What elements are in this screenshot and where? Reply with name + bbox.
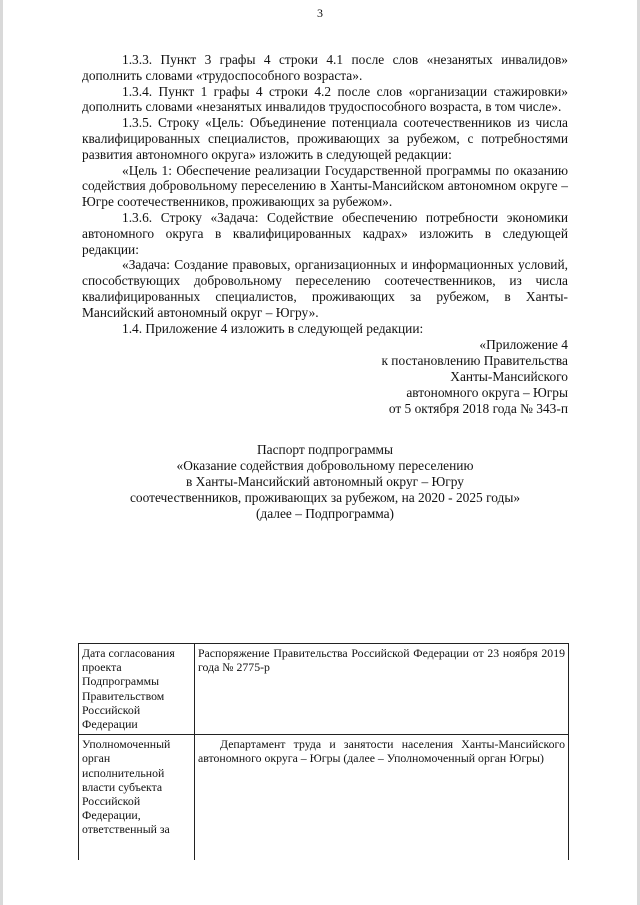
table-row: [79, 644, 569, 735]
table-row: [79, 735, 569, 861]
paragraph-goal-quote: «Цель 1: Обеспечение реализации Государственной программы по оказанию содействия добровольному переселению в Ханты-Мансийском автономном округе – Югре соотечественников, проживающих за рубежом».: [82, 162, 568, 210]
appendix-header: [82, 337, 568, 416]
paragraph-1-4: 1.4. Приложение 4 изложить в следующей редакции:: [122, 320, 424, 336]
paragraph-task-quote: «Задача: Создание правовых, организационных и информационных условий, способствующих добровольному переселению соотечественников, из числа квалифицированных специалистов, проживающих за рубежом, в Ханты-Мансийский автономный округ – Югру».: [82, 257, 568, 320]
table-cell-label: Дата согласования проекта Подпрограммы Правительством Российской Федерации: [79, 644, 195, 735]
title-line: «Оказание содействия добровольному переселению: [176, 458, 474, 474]
title-line: Паспорт подпрограммы: [256, 442, 394, 458]
appendix-line: от 5 октября 2018 года № 343-п: [388, 400, 568, 416]
page-number: 3: [317, 6, 323, 20]
title-line: (далее – Подпрограмма): [255, 505, 395, 521]
appendix-line: автономного округа – Югры: [406, 384, 568, 400]
title-line: в Ханты-Мансийский автономный округ – Югру: [185, 473, 464, 489]
passport-table: [78, 643, 569, 860]
table-cell-label: Уполномоченный орган исполнительной власти субъекта Российской Федерации, ответственный за: [79, 735, 195, 861]
document-body: [82, 52, 568, 521]
paragraph-1-3-3: 1.3.3. Пункт 3 графы 4 строки 4.1 после слов «незанятых инвалидов» дополнить словами «трудоспособного возраста».: [82, 52, 568, 83]
page-edge-left: [0, 0, 3, 905]
appendix-line: «Приложение 4: [479, 337, 568, 353]
table-cell-value: [195, 644, 569, 735]
appendix-line: Ханты-Мансийского: [450, 368, 568, 384]
table-cell-value: [195, 735, 569, 861]
title-line: соотечественников, проживающих за рубежом, на 2020 - 2025 годы»: [129, 489, 521, 505]
table-cell-text: Распоряжение Правительства Российской Федерации от 23 ноября 2019 года № 2775-р: [198, 646, 565, 675]
appendix-line: к постановлению Правительства: [381, 353, 568, 369]
paragraph-1-3-6: 1.3.6. Строку «Задача: Содействие обеспечению потребности экономики автономного округа в квалифицированных кадрах» изложить в следующей редакции:: [82, 209, 568, 257]
table-cell-text: Департамент труда и занятости населения Ханты-Мансийского автономного округа – Югры (далее – Уполномоченный орган Югры): [198, 737, 565, 766]
paragraph-1-3-5: 1.3.5. Строку «Цель: Объединение потенциала соотечественников из числа квалифицированных специалистов, проживающих за рубежом, с потребностями развития автономного округа» изложить в следующей редакции:: [82, 115, 568, 162]
passport-title: [82, 442, 568, 521]
paragraph-1-3-4: 1.3.4. Пункт 1 графы 4 строки 4.2 после слов «организации стажировки» дополнить словами «незанятых инвалидов трудоспособного возраста, в том числе».: [82, 83, 568, 115]
